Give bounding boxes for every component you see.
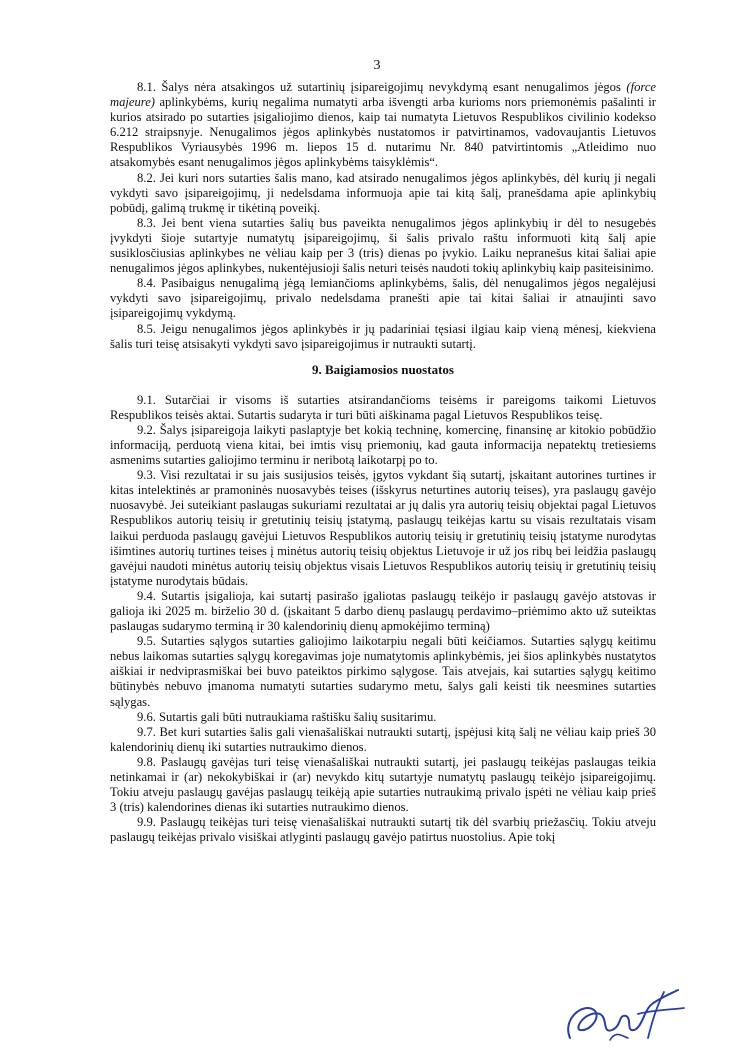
page-number: 3 — [373, 58, 381, 73]
paragraph-8-2: 8.2. Jei kuri nors sutarties šalis mano, kad atsirado nenugalimos jėgos aplinkybės, dėl kurių ji negali vykdyti savo įsipareigojimų, ji nedelsdama informuoja apie tai kitą šalį, pranešdama apie aplinkybių pobūdį, galimą trukmę ir tikėtiną poveikį. — [110, 170, 656, 215]
paragraph-9-9: 9.9. Paslaugų teikėjas turi teisę vienašališkai nutraukti sutartį tik dėl svarbių priežasčių. Tokiu atveju paslaugų teikėjas privalo visiškai atlyginti paslaugų gavėjo patirtus nuostolius. Apie tokį — [110, 815, 656, 845]
paragraph-9-4: 9.4. Sutartis įsigalioja, kai sutartį pasirašo įgaliotas paslaugų teikėjo ir paslaugų gavėjo atstovas ir galioja iki 2025 m. birželio 30 d. (įskaitant 5 darbo dienų paslaugų perdavimo–priėmimo akto už suteiktas paslaugas sudarymo terminą ir 30 kalendorinių dienų apmokėjimo terminą) — [110, 588, 656, 634]
document-body — [110, 80, 656, 846]
paragraph-8-1 — [110, 80, 656, 171]
handwritten-signature-icon — [552, 980, 692, 1050]
paragraph-8-3: 8.3. Jei bent viena sutarties šalių bus paveikta nenugalimos jėgos aplinkybių ir dėl to nesugebės įvykdyti šioje sutartyje numatytų įsipareigojimų, ši šalis privalo raštu informuoti kitą šalį apie susiklosčiusias aplinkybes ne vėliau kaip per 3 (tris) dienas po įvykio. Laiku nepranešus kitai šaliai apie nenugalimos jėgos aplinkybes, nukentėjusioji šalis neturi teisės naudoti tokių aplinkybių kaip pasiteisinimo. — [110, 215, 656, 276]
paragraph-9-5: 9.5. Sutarties sąlygos sutarties galiojimo laikotarpiu negali būti keičiamos. Sutarties sąlygų keitimu nebus laikomas sutarties sąlygų koregavimas joje numatytomis aplinkybėmis, jei šios aplinkybės nustatytos aiškiai ir nedviprasmiškai bei buvo pateiktos pirkimo sąlygose. Tais atvejais, kai sutarties sąlygų keitimo būtinybės nebuvo įmanoma numatyti sutarties sudarymo metu, šalys gali keisti tik neesmines sutarties sąlygas. — [110, 634, 656, 709]
paragraph-8-1-tail: aplinkybėms, kurių negalima numatyti arba išvengti arba kurioms nors priemonėmis pašalinti ir kurios atsirado po sutarties įsigaliojimo dienos, kaip tai numatyta Lietuvos Respublikos civilinio kodekso 6.212 straipsnyje. Nenugalimos jėgos aplinkybės nustatomos ir patvirtinamos, vadovaujantis Lietuvos Respublikos Vyriausybės 1996 m. liepos 15 d. nutarimu Nr. 840 patvirtintomis „Atleidimo nuo atsakomybės esant nenugalimos jėgos aplinkybėms taisyklėmis“. — [110, 95, 656, 170]
paragraph-8-4: 8.4. Pasibaigus nenugalimą jėgą lemiančioms aplinkybėms, šalis, dėl nenugalimos jėgos negalėjusi vykdyti savo įsipareigojimų, privalo nedelsdama pranešti apie tai kitai šaliai ir atnaujinti savo įsipareigojimų vykdymą. — [110, 276, 656, 321]
paragraph-9-3: 9.3. Visi rezultatai ir su jais susijusios teisės, įgytos vykdant šią sutartį, įskaitant autorines turtines ir kitas intelektinės ar pramoninės nuosavybės teises (išskyrus neturtines autorių teises), yra paslaugų gavėjo nuosavybė. Jei suteikiant paslaugas sukuriami rezultatai ar jų dalis yra autorių teisių objektai pagal Lietuvos Respublikos autorių teisių ir gretutinių teisių įstatymą, paslaugų teikėjas kartu su visais rezultatais visam laikui perduoda paslaugų gavėjui Lietuvos Respublikos autorių teisių ir gretutinių teisių įstatyme nurodytas išimtines autorių turtines teises į minėtus autorių teisių objektus Lietuvoje ir už jos ribų bei leidžia paslaugų gavėjui naudoti minėtus autorių teisių objektus visais Lietuvos Respublikos autorių teisių ir gretutinių teisių įstatyme nurodytais būdais. — [110, 468, 656, 588]
paragraph-9-6: 9.6. Sutartis gali būti nutraukiama raštišku šalių susitarimu. — [137, 709, 437, 724]
force-majeure-term: (force majeure) — [110, 80, 656, 110]
paragraph-8-5: 8.5. Jeigu nenugalimos jėgos aplinkybės ir jų padariniai tęsiasi ilgiau kaip vieną mėnesį, kiekviena šalis turi teisę atsisakyti vykdyti savo įsipareigojimus ir nutraukti sutartį. — [110, 321, 656, 351]
paragraph-9-8: 9.8. Paslaugų gavėjas turi teisę vienašališkai nutraukti sutartį, jei paslaugų teikėjas paslaugas teikia netinkamai ir (ar) nekokybiškai ir (ar) nevykdo kitų sutartyje numatytų paslaugų teikėjo įsipareigojimų. Tokiu atveju paslaugų gavėjas paslaugų teikėją apie sutarties nutraukimą privalo įspėti ne vėliau kaip prieš 3 (tris) kalendorines dienas iki sutarties nutraukimo dienos. — [110, 754, 656, 815]
section-9-heading: 9. Baigiamosios nuostatos — [312, 361, 454, 377]
paragraph-9-2: 9.2. Šalys įsipareigoja laikyti paslaptyje bet kokią techninę, komercinę, finansinę ar kitokio pobūdžio informaciją, perduotą viena kitai, bei imtis visų priemonių, kad gauta informacija nepatektų tretiesiems asmenims sutarties galiojimo terminu ir neribotą laikotarpį po to. — [110, 422, 656, 468]
paragraph-8-1-lead: 8.1. Šalys nėra atsakingos už sutartinių įsipareigojimų nevykdymą esant nenugalimos jėgos — [137, 80, 627, 94]
paragraph-9-1: 9.1. Sutarčiai ir visoms iš sutarties atsirandančioms teisėms ir pareigoms taikomi Lietuvos Respublikos teisės aktai. Sutartis sudaryta ir turi būti aiškinama pagal Lietuvos Respublikos teisę. — [110, 392, 656, 422]
paragraph-9-7: 9.7. Bet kuri sutarties šalis gali vienašališkai nutraukti sutartį, įspėjusi kitą šalį ne vėliau kaip prieš 30 kalendorinių dienų iki sutarties nutraukimo dienos. — [110, 724, 656, 754]
